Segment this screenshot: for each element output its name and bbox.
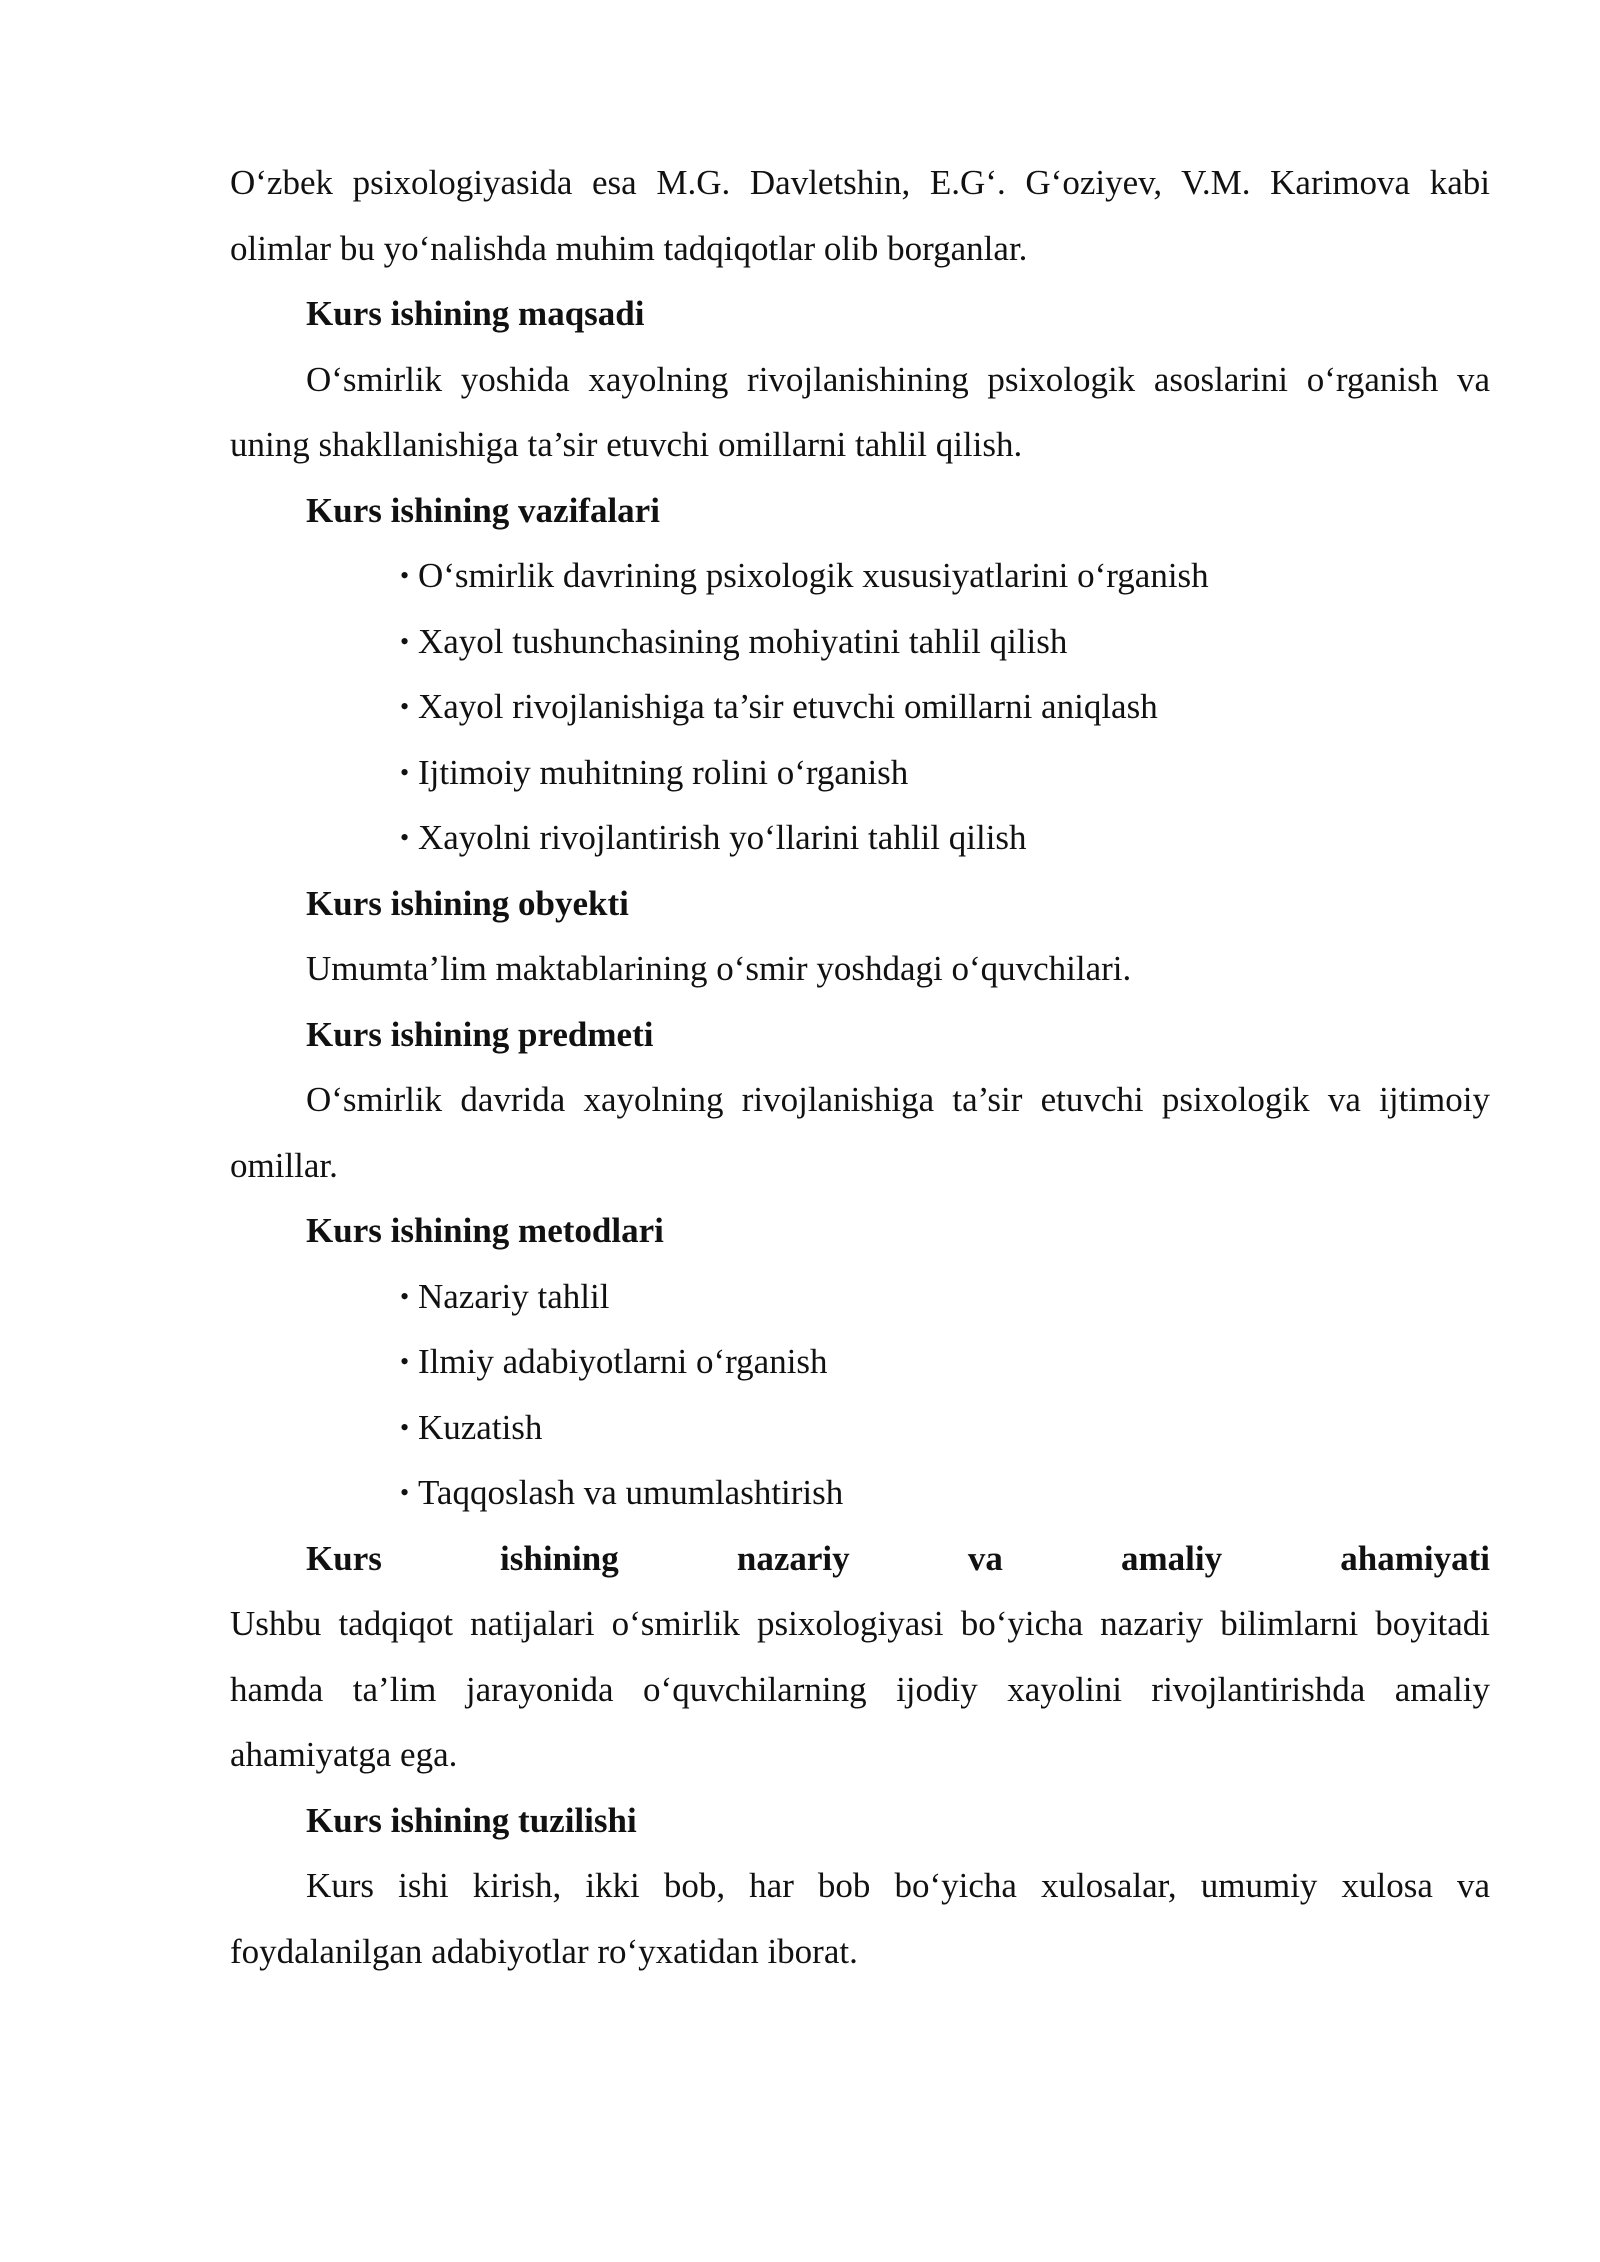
- goal-paragraph: O‘smirlik yoshida xayolning rivojlanishining psixologik asoslarini o‘rganish va uning shakllanishiga ta’sir etuvchi omillarni tahlil qilish.: [230, 359, 1490, 464]
- list-item: [400, 1329, 1490, 1395]
- list-item-text: O‘smirlik davrining psixologik xususiyatlarini o‘rganish: [418, 556, 1209, 595]
- intro-paragraph: O‘zbek psixologiyasida esa M.G. Davletshin, E.G‘. G‘oziyev, V.M. Karimova kabi olimlar bu yo‘nalishda muhim tadqiqotlar olib borganlar.: [230, 163, 1490, 268]
- list-item-text: Xayolni rivojlantirish yo‘llarini tahlil qilish: [418, 818, 1027, 857]
- bullet-icon: •: [400, 757, 410, 787]
- bullet-icon: •: [400, 1478, 410, 1507]
- list-item-text: Xayol rivojlanishiga ta’sir etuvchi omillarni aniqlash: [418, 687, 1158, 726]
- list-item: [400, 805, 1490, 871]
- list-item: [400, 1460, 1490, 1526]
- methods-heading: Kurs ishining metodlari: [306, 1211, 664, 1250]
- bullet-icon: •: [400, 561, 410, 590]
- tasks-heading: Kurs ishining vazifalari: [306, 490, 660, 530]
- list-item: [400, 1395, 1490, 1461]
- list-item-text: Taqqoslash va umumlashtirish: [418, 1473, 844, 1512]
- bullet-icon: •: [400, 823, 410, 852]
- document-page: [230, 150, 1490, 1984]
- significance-paragraph: Ushbu tadqiqot natijalari o‘smirlik psixologiyasi bo‘yicha nazariy bilimlarni boyitadi hamda ta’lim jarayonida o‘quvchilarning ijodiy xayolini rivojlantirishda amaliy ahamiyatga ega.: [230, 1604, 1490, 1774]
- list-item: [400, 609, 1490, 675]
- list-item-text: Xayol tushunchasining mohiyatini tahlil qilish: [418, 621, 1068, 661]
- bullet-icon: •: [400, 626, 410, 656]
- tasks-list: [230, 543, 1490, 871]
- list-item: [400, 1264, 1490, 1330]
- subject-heading: Kurs ishining predmeti: [306, 1014, 654, 1054]
- list-item: [400, 740, 1490, 806]
- structure-paragraph: Kurs ishi kirish, ikki bob, har bob bo‘yicha xulosalar, umumiy xulosa va foydalanilgan adabiyotlar ro‘yxatidan iborat.: [230, 1866, 1490, 1971]
- bullet-icon: •: [400, 1347, 410, 1376]
- structure-heading: Kurs ishining tuzilishi: [306, 1800, 637, 1840]
- list-item-text: Ijtimoiy muhitning rolini o‘rganish: [418, 752, 909, 792]
- list-item-text: Kuzatish: [418, 1407, 543, 1447]
- significance-heading: Kurs ishining nazariy va amaliy ahamiyati: [306, 1538, 1490, 1578]
- object-heading: Kurs ishining obyekti: [306, 883, 629, 923]
- goal-heading: Kurs ishining maqsadi: [306, 294, 645, 333]
- bullet-icon: •: [400, 692, 410, 721]
- list-item-text: Nazariy tahlil: [418, 1276, 610, 1316]
- list-item: [400, 543, 1490, 609]
- object-paragraph: Umumta’lim maktablarining o‘smir yoshdagi o‘quvchilari.: [306, 949, 1132, 988]
- list-item: [400, 674, 1490, 740]
- list-item-text: Ilmiy adabiyotlarni o‘rganish: [418, 1342, 828, 1381]
- methods-list: [230, 1264, 1490, 1526]
- bullet-icon: •: [400, 1281, 410, 1311]
- bullet-icon: •: [400, 1412, 410, 1442]
- subject-paragraph: O‘smirlik davrida xayolning rivojlanishiga ta’sir etuvchi psixologik va ijtimoiy omillar.: [230, 1080, 1490, 1185]
